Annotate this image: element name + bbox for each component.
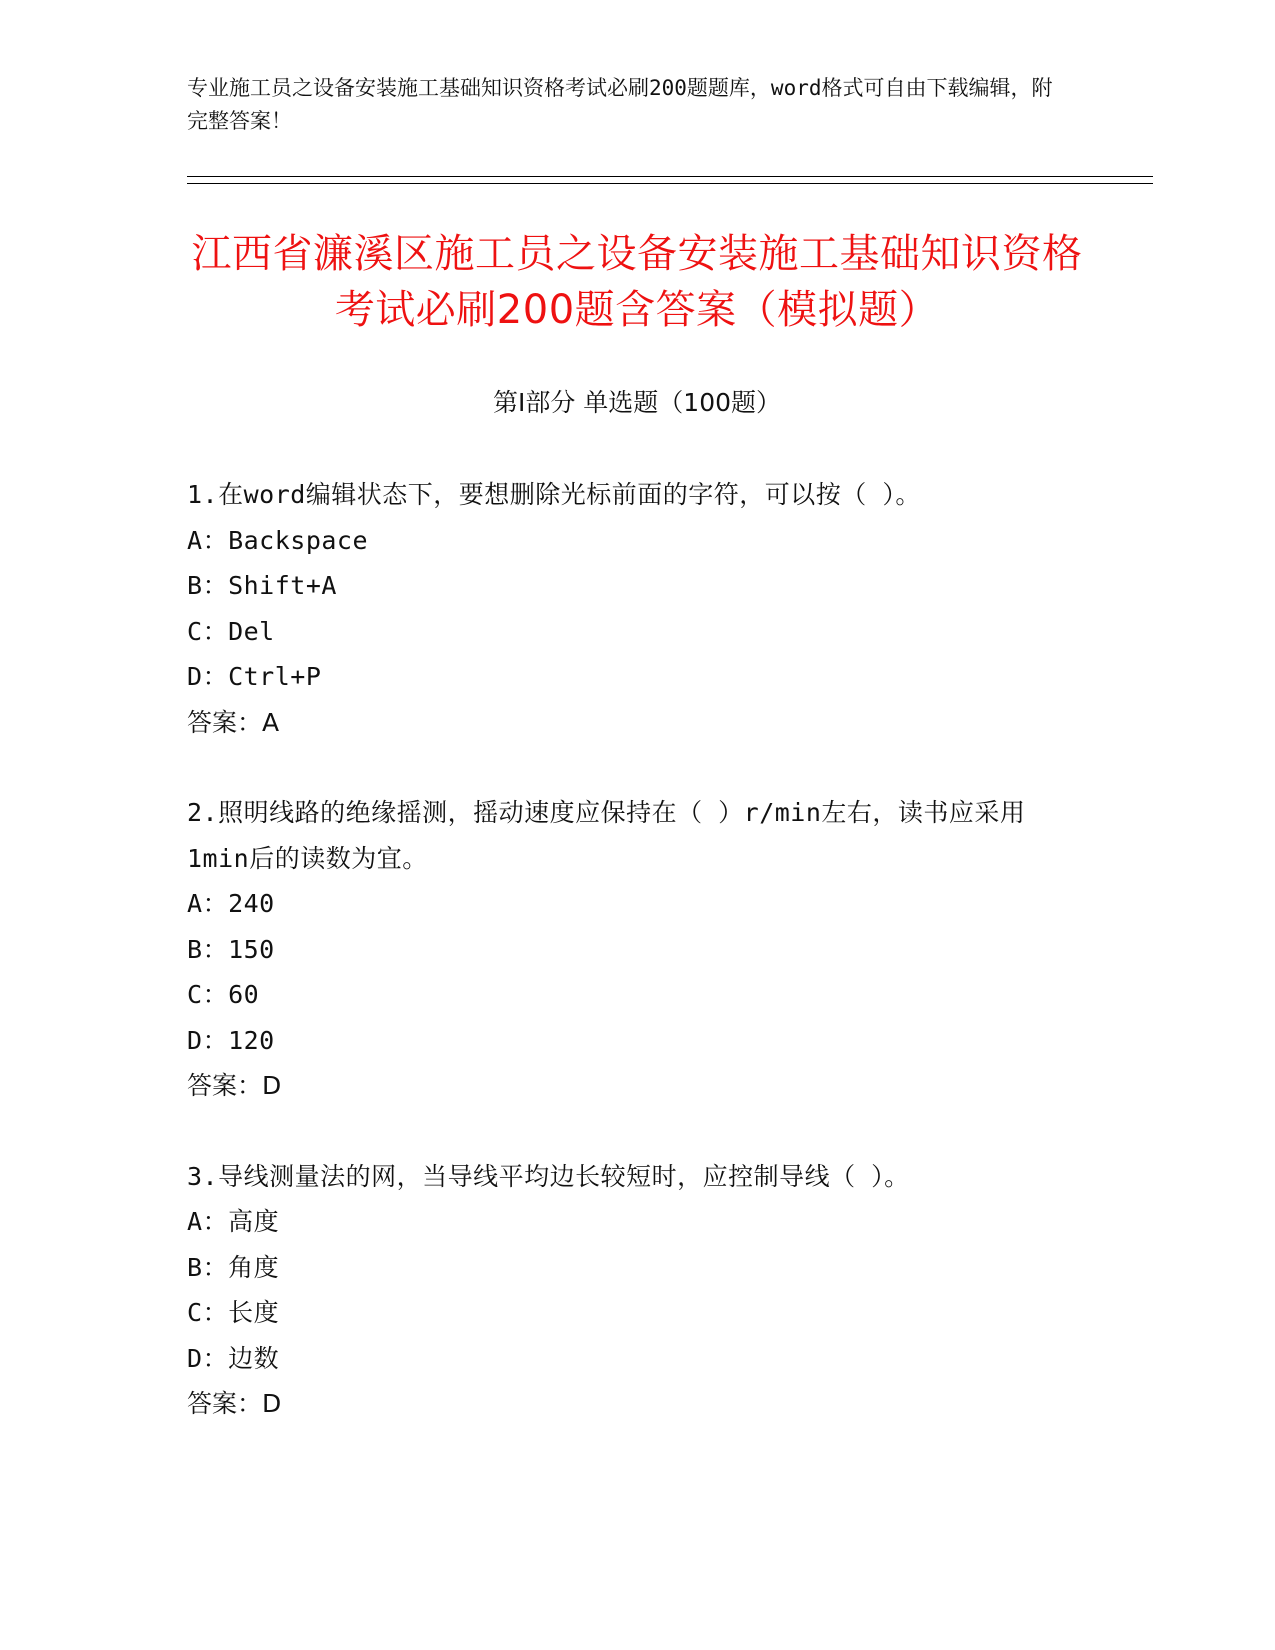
option-separator: ： [202,1252,229,1282]
option-separator: ： [202,662,229,691]
option-row [187,654,1067,700]
option-row [187,1018,1067,1064]
option-text: 120 [228,1025,275,1055]
option-row [187,1199,1067,1245]
option-separator: ： [202,616,229,646]
option-row [187,1336,1067,1382]
document-title: 江西省濂溪区施工员之设备安装施工基础知识资格考试必刷200题含答案（模拟题） [191,231,1083,333]
option-letter: A [187,525,203,555]
option-text: Shift+A [228,571,337,600]
option-separator: ： [202,1025,229,1055]
question-list [187,472,1067,1472]
option-row [187,927,1067,973]
question-item [187,790,1067,1109]
option-letter: C [187,1298,203,1327]
option-letter: B [187,571,203,600]
option-row [187,518,1067,564]
option-letter: D [187,1025,203,1055]
option-separator: ： [202,525,229,555]
option-text: Backspace [228,525,369,555]
option-separator: ： [202,889,229,918]
option-letter: C [187,616,203,646]
header-divider-top [187,176,1153,177]
answer-line: 答案：D [187,1071,282,1100]
question-item [187,472,1067,745]
option-row [187,881,1067,927]
option-text: 60 [228,980,260,1009]
question-text: 1.在word编辑状态下，要想删除光标前面的字符，可以按（ ）。 [187,480,921,509]
answer-line: 答案：D [187,1389,282,1418]
option-letter: C [187,980,203,1009]
option-text: 长度 [228,1298,280,1327]
option-separator: ： [202,980,229,1009]
option-separator: ： [202,1207,229,1236]
option-row [187,609,1067,655]
header-divider-bottom [187,183,1153,184]
option-separator: ： [202,934,229,964]
option-letter: D [187,662,203,691]
option-row [187,563,1067,609]
option-text: Del [228,616,275,646]
question-text: 3.导线测量法的网，当导线平均边长较短时，应控制导线（ ）。 [187,1161,910,1191]
option-separator: ： [202,571,229,600]
option-row [187,1245,1067,1291]
question-item [187,1154,1067,1427]
option-row [187,972,1067,1018]
option-letter: A [187,889,203,918]
option-row [187,1290,1067,1336]
option-text: 角度 [228,1252,280,1282]
option-separator: ： [202,1298,229,1327]
option-separator: ： [202,1343,229,1373]
option-text: 150 [228,934,275,964]
option-text: 高度 [228,1207,280,1236]
option-text: 边数 [228,1343,280,1373]
option-text: Ctrl+P [228,662,322,691]
option-letter: A [187,1207,203,1236]
question-text: 2.照明线路的绝缘摇测，摇动速度应保持在（ ）r/min左右，读书应采用1min后的读数为宜。 [187,798,1026,873]
option-letter: B [187,934,203,964]
option-text: 240 [228,889,275,918]
header-note: 专业施工员之设备安装施工基础知识资格考试必刷200题题库，word格式可自由下载编辑，附完整答案！ [187,76,1053,133]
answer-line: 答案：A [187,707,280,737]
option-letter: B [187,1252,203,1282]
section-heading: 第Ⅰ部分 单选题（100题） [492,388,782,417]
option-letter: D [187,1343,203,1373]
